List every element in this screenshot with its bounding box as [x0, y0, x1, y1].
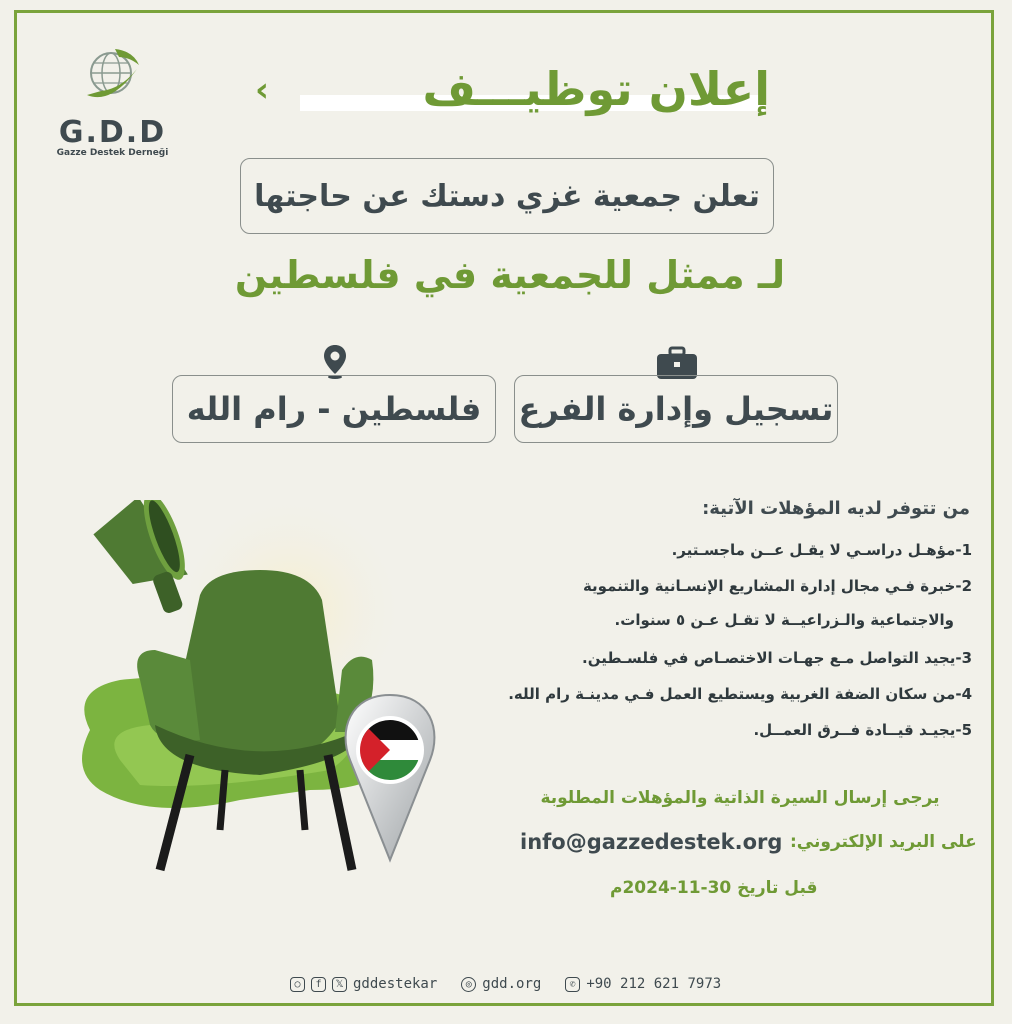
phone-icon: ✆ — [565, 977, 580, 992]
title-arrow-icon: ‹ — [255, 70, 270, 110]
contact-instructions: يرجى إرسال السيرة الذاتية والمؤهلات المطلوبة — [540, 788, 940, 808]
qualifications-heading: من تتوفر لديه المؤهلات الآتية: — [702, 498, 970, 519]
role-pill — [514, 375, 838, 443]
page-title: إعلان توظيـــف — [422, 62, 770, 116]
palestine-flag-pin-icon — [346, 695, 435, 860]
role-text: تسجيل وإدارة الفرع — [518, 390, 834, 428]
chair-megaphone-illustration — [60, 500, 480, 900]
location-pill — [172, 375, 496, 443]
logo-abbr: G.D.D — [58, 115, 167, 150]
qualification-item: 4-من سكان الضفة الغربية ويستطيع العمل فـي مدينـة رام الله. — [508, 685, 972, 703]
globe-icon: ◎ — [461, 977, 476, 992]
email-label: على البريد الإلكتروني: — [790, 832, 977, 852]
instagram-icon[interactable]: ○ — [290, 977, 305, 992]
announce-box — [240, 158, 774, 234]
globe-hand-icon — [81, 45, 145, 109]
website-link[interactable]: gdd.org — [482, 976, 542, 992]
logo-name: Gazze Destek Derneği — [56, 148, 169, 158]
footer — [290, 976, 721, 992]
qualification-item: والاجتماعية والـزراعيــة لا تقـل عـن ٥ سنوات. — [614, 611, 954, 629]
facebook-icon[interactable]: f — [311, 977, 326, 992]
social-handle[interactable]: gddestekar — [353, 976, 438, 992]
phone-number[interactable]: +90 212 621 7973 — [586, 976, 722, 992]
location-text: فلسطين - رام الله — [186, 390, 482, 428]
qualification-item: 2-خبرة فـي مجال إدارة المشاريع الإنسـانية والتنموية — [582, 577, 972, 595]
application-deadline: قبل تاريخ 30-11-2024م — [610, 878, 818, 898]
qualification-item: 5-يجيـد قيــادة فــرق العمــل. — [753, 721, 972, 739]
qualification-item: 3-يجيد التواصل مـع جهـات الاختصـاص في فلسـطين. — [582, 649, 972, 667]
gdd-logo — [55, 45, 170, 158]
announce-text: تعلن جمعية غزي دستك عن حاجتها — [254, 178, 760, 214]
contact-email-link[interactable]: info@gazzedestek.org — [520, 830, 783, 854]
qualification-item: 1-مؤهـل دراسـي لا يقـل عــن ماجسـتير. — [671, 541, 972, 559]
position-subtitle: لـ ممثل للجمعية في فلسطين — [234, 253, 786, 297]
x-icon[interactable]: 𝕏 — [332, 977, 347, 992]
